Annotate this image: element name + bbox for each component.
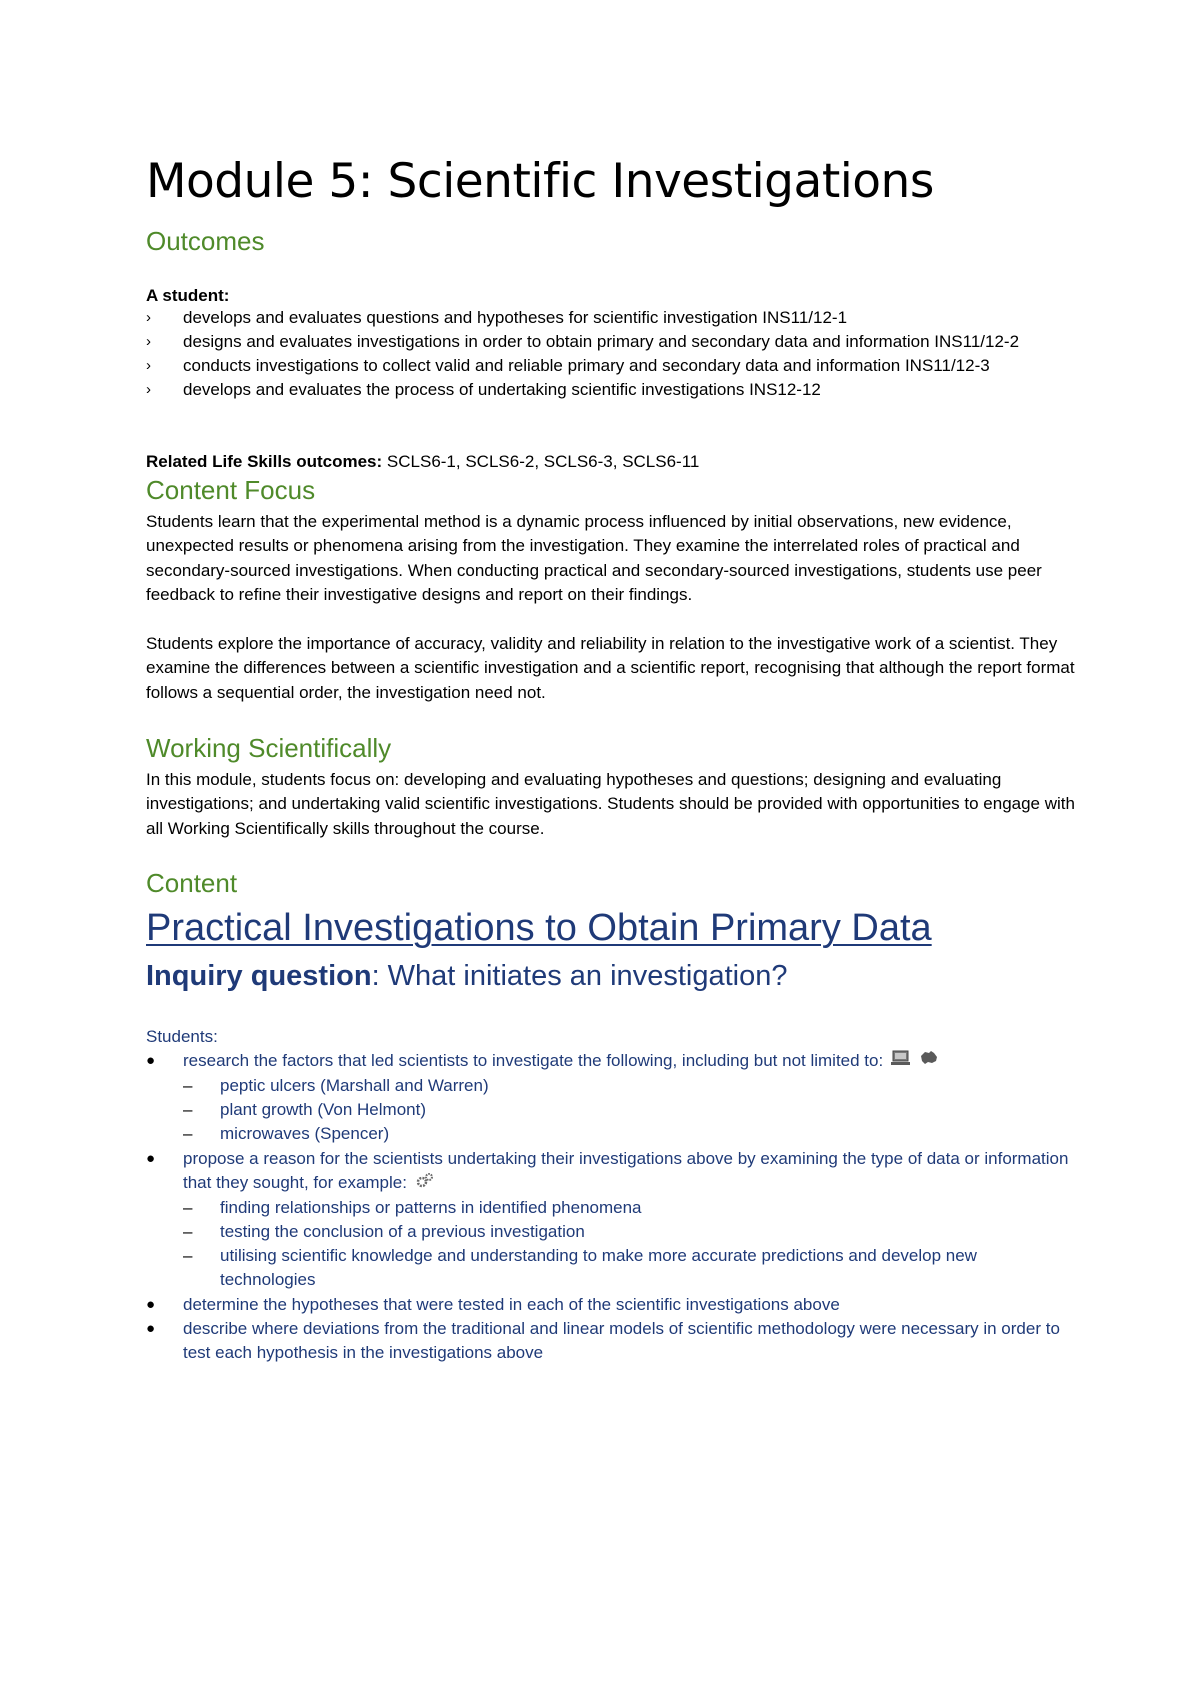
sub-list [183, 1196, 1076, 1293]
working-scientifically-paragraph: In this module, students focus on: developing and evaluating hypotheses and questions; designing and evaluating investigations; and undertaking valid scientific investigations. Students should be provided with opportunities to engage with all Working Scientifically skills throughout the course. [146, 770, 1075, 838]
inquiry-question [146, 956, 787, 996]
sub-item: – testing the conclusion of a previous investigation [183, 1220, 1076, 1244]
sub-item: – finding relationships or patterns in identified phenomena [183, 1196, 1076, 1220]
computer-icon [891, 1049, 911, 1073]
australia-map-icon [919, 1049, 939, 1073]
sub-item: – microwaves (Spencer) [183, 1122, 1076, 1146]
dash-icon: – [183, 1075, 193, 1095]
content-heading: Content [146, 868, 238, 898]
student-label: A student: [146, 286, 230, 305]
content-list [146, 1049, 1076, 1366]
sub-list [183, 1074, 1076, 1147]
chevron-right-icon: › [146, 381, 151, 398]
outcome-item: › develops and evaluates the process of undertaking scientific investigations INS12-12 [146, 378, 1076, 402]
inquiry-label: Inquiry question [146, 960, 372, 992]
outcome-item: › conducts investigations to collect valid and reliable primary and secondary data and information INS11/12-3 [146, 354, 1076, 378]
outcomes-list [146, 306, 1076, 402]
chevron-right-icon: › [146, 309, 151, 326]
chevron-right-icon: › [146, 333, 151, 350]
related-value: SCLS6-1, SCLS6-2, SCLS6-3, SCLS6-11 [382, 452, 700, 471]
dash-icon: – [183, 1124, 193, 1144]
content-item: ● describe where deviations from the traditional and linear models of scientific methodology were necessary in order to test each hypothesis in the investigations above [146, 1318, 1060, 1363]
bullet-icon: ● [146, 1149, 156, 1167]
inquiry-text: : What initiates an investigation? [371, 960, 788, 992]
content-focus-heading: Content Focus [146, 475, 316, 505]
page-title: Module 5: Scientific Investigations [146, 154, 934, 209]
chevron-right-icon: › [146, 357, 151, 374]
sub-item: – peptic ulcers (Marshall and Warren) [183, 1074, 1076, 1098]
outcome-item: › develops and evaluates questions and hypotheses for scientific investigation INS11/12-1 [146, 306, 1076, 330]
content-focus-paragraph-2: Students explore the importance of accuracy, validity and reliability in relation to the investigative work of a scientist. They examine the differences between a scientific investigation and a scientific report, recognising that although the report format follows a sequential order, the investigation need not. [146, 634, 1075, 702]
dash-icon: – [183, 1246, 193, 1266]
content-subheading-link[interactable]: Practical Investigations to Obtain Primary Data [146, 907, 932, 949]
dash-icon: – [183, 1221, 193, 1241]
content-focus-paragraph-1: Students learn that the experimental method is a dynamic process influenced by initial observations, new evidence, unexpected results or phenomena arising from the investigation. They examine the interrelated roles of practical and secondary-sourced investigations. When conducting practical and secondary-sourced investigations, students use peer feedback to refine their investigative designs and report on their findings. [146, 512, 1042, 604]
sub-item: – plant growth (Von Helmont) [183, 1098, 1076, 1122]
content-item: ● propose a reason for the scientists undertaking their investigations above by examining the type of data or information that they sought, for example: – finding relationships or patterns in identified phenomena – testing the conclusion of a previous investigation – utilising scientific knowledge and understanding to make more accurate predictions and develop new technologies [146, 1147, 1076, 1293]
content-item: ● research the factors that led scientists to investigate the following, including but not limited to: – peptic ulcers (Marshall and Warren) – plant growth (Von Helmont) – microwaves (Spencer) [146, 1049, 1076, 1147]
gears-icon [415, 1171, 435, 1195]
bullet-icon: ● [146, 1295, 156, 1313]
dash-icon: – [183, 1197, 193, 1217]
sub-item: – utilising scientific knowledge and understanding to make more accurate predictions and develop new technologies [183, 1246, 977, 1290]
working-scientifically-heading: Working Scientifically [146, 733, 392, 763]
related-outcomes [146, 450, 699, 474]
bullet-icon: ● [146, 1319, 156, 1337]
content-item: ● determine the hypotheses that were tested in each of the scientific investigations above [146, 1293, 1076, 1317]
outcomes-heading: Outcomes [146, 226, 265, 256]
dash-icon: – [183, 1099, 193, 1119]
students-label: Students: [146, 1027, 218, 1046]
outcome-item: › designs and evaluates investigations in order to obtain primary and secondary data and information INS11/12-2 [146, 330, 1076, 354]
bullet-icon: ● [146, 1052, 156, 1069]
related-label: Related Life Skills outcomes: [146, 452, 383, 471]
